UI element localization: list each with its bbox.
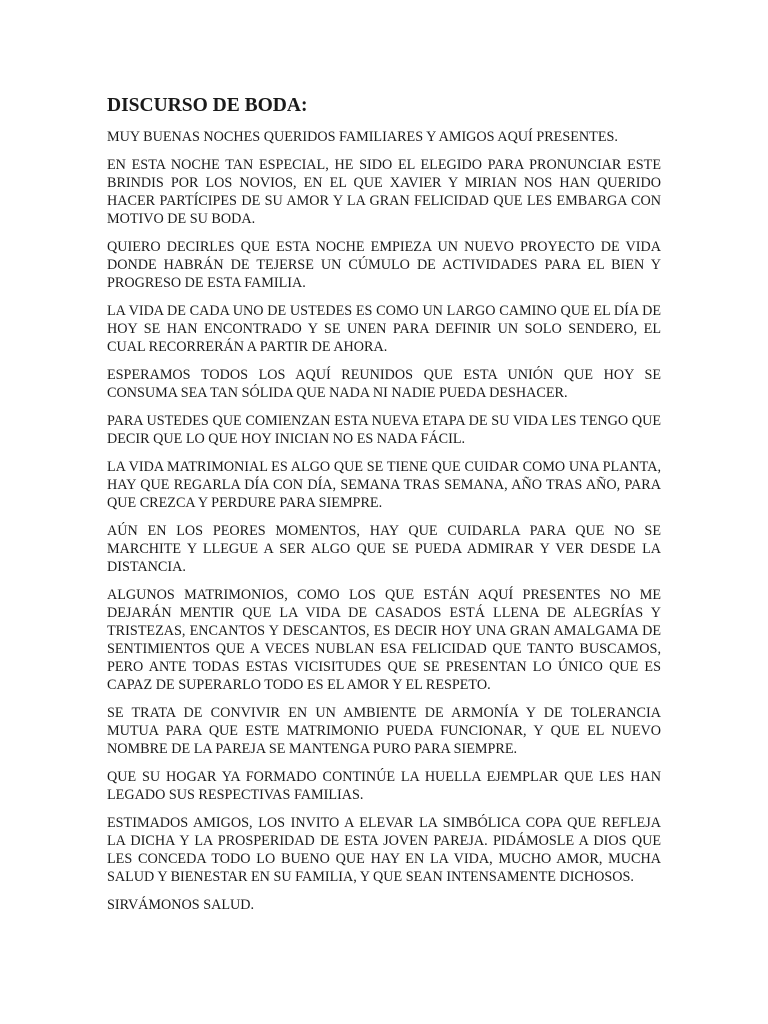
paragraph: AÚN EN LOS PEORES MOMENTOS, HAY QUE CUIDARLA PARA QUE NO SE MARCHITE Y LLEGUE A SER ALGO QUE SE PUEDA ADMIRAR Y VER DESDE LA DISTANCIA.: [107, 523, 661, 575]
paragraph: ESPERAMOS TODOS LOS AQUÍ REUNIDOS QUE ESTA UNIÓN QUE HOY SE CONSUMA SEA TAN SÓLIDA QUE NADA NI NADIE PUEDA DESHACER.: [107, 367, 661, 401]
paragraph: EN ESTA NOCHE TAN ESPECIAL, HE SIDO EL ELEGIDO PARA PRONUNCIAR ESTE BRINDIS POR LOS NOVIOS, EN EL QUE XAVIER Y MIRIAN NOS HAN QUERIDO HACER PARTÍCIPES DE SU AMOR Y LA GRAN FELICIDAD QUE LES EMBARGA CON MOTIVO DE SU BODA.: [107, 157, 661, 227]
paragraph: QUIERO DECIRLES QUE ESTA NOCHE EMPIEZA UN NUEVO PROYECTO DE VIDA DONDE HABRÁN DE TEJERSE UN CÚMULO DE ACTIVIDADES PARA EL BIEN Y PROGRESO DE ESTA FAMILIA.: [107, 239, 661, 291]
paragraph: LA VIDA DE CADA UNO DE USTEDES ES COMO UN LARGO CAMINO QUE EL DÍA DE HOY SE HAN ENCONTRADO Y SE UNEN PARA DEFINIR UN SOLO SENDERO, EL CUAL RECORRERÁN A PARTIR DE AHORA.: [107, 303, 661, 355]
paragraph-greeting: MUY BUENAS NOCHES QUERIDOS FAMILIARES Y AMIGOS AQUÍ PRESENTES.: [107, 129, 618, 145]
paragraph: QUE SU HOGAR YA FORMADO CONTINÚE LA HUELLA EJEMPLAR QUE LES HAN LEGADO SUS RESPECTIVAS FAMILIAS.: [107, 769, 661, 803]
document-title: DISCURSO DE BODA:: [107, 95, 308, 116]
paragraph: ESTIMADOS AMIGOS, LOS INVITO A ELEVAR LA SIMBÓLICA COPA QUE REFLEJA LA DICHA Y LA PROSPERIDAD DE ESTA JOVEN PAREJA. PIDÁMOSLE A DIOS QUE LES CONCEDA TODO LO BUENO QUE HAY EN LA VIDA, MUCHO AMOR, MUCHA SALUD Y BIENESTAR EN SU FAMILIA, Y QUE SEAN INTENSAMENTE DICHOSOS.: [107, 815, 661, 885]
paragraph: SE TRATA DE CONVIVIR EN UN AMBIENTE DE ARMONÍA Y DE TOLERANCIA MUTUA PARA QUE ESTE MATRIMONIO PUEDA FUNCIONAR, Y QUE EL NUEVO NOMBRE DE LA PAREJA SE MANTENGA PURO PARA SIEMPRE.: [107, 705, 661, 757]
paragraph: LA VIDA MATRIMONIAL ES ALGO QUE SE TIENE QUE CUIDAR COMO UNA PLANTA, HAY QUE REGARLA DÍA CON DÍA, SEMANA TRAS SEMANA, AÑO TRAS AÑO, PARA QUE CREZCA Y PERDURE PARA SIEMPRE.: [107, 459, 661, 511]
paragraph: ALGUNOS MATRIMONIOS, COMO LOS QUE ESTÁN AQUÍ PRESENTES NO ME DEJARÁN MENTIR QUE LA VIDA DE CASADOS ESTÁ LLENA DE ALEGRÍAS Y TRISTEZAS, ENCANTOS Y DESCANTOS, ES DECIR HOY UNA GRAN AMALGAMA DE SENTIMIENTOS QUE A VECES NUBLAN ESA FELICIDAD QUE TANTO BUSCAMOS, PERO ANTE TODAS ESTAS VICISITUDES QUE SE PRESENTAN LO ÚNICO QUE ES CAPAZ DE SUPERARLO TODO ES EL AMOR Y EL RESPETO.: [107, 587, 661, 693]
document-page: [107, 94, 661, 924]
paragraph: PARA USTEDES QUE COMIENZAN ESTA NUEVA ETAPA DE SU VIDA LES TENGO QUE DECIR QUE LO QUE HOY INICIAN NO ES NADA FÁCIL.: [107, 413, 661, 447]
paragraph-closing: SIRVÁMONOS SALUD.: [107, 897, 255, 913]
